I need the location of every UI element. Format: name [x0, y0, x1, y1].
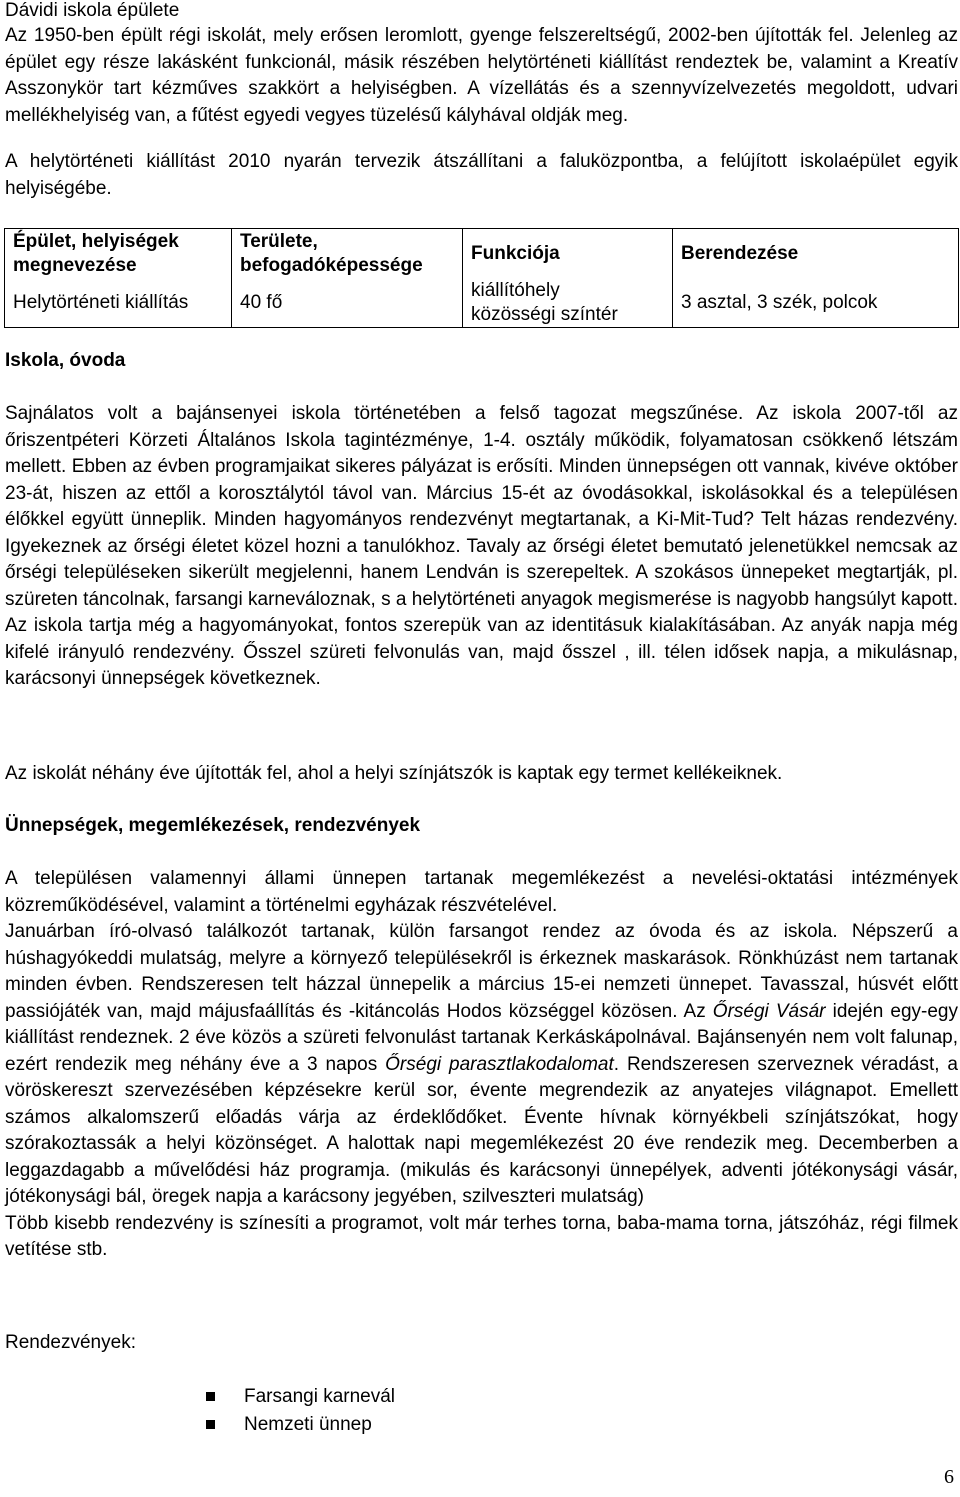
- cell-function-line-1: kiállítóhely: [471, 280, 560, 301]
- events-paragraph-1: A településen valamennyi állami ünnepen tartanak megemlékezést a nevelési-oktatási intézmények közreműködésével, valamint a történelmi egyházak részvételével.: [5, 868, 958, 916]
- cell-equipment: 3 asztal, 3 szék, polcok: [673, 279, 959, 328]
- list-item-label: Farsangi karnevál: [244, 1386, 396, 1407]
- header-name: Épület, helyiségek megnevezése: [5, 229, 232, 280]
- section-heading-events: Ünnepségek, megemlékezések, rendezvények: [5, 815, 421, 836]
- cell-function: [463, 279, 673, 328]
- list-item: [206, 1411, 395, 1439]
- school-paragraph-1: Sajnálatos volt a bajánsenyei iskola történetében a felső tagozat megszűnése. Az iskola 2007-től az őriszentpéteri Körzeti Általános Iskola tagintézménye, 1-4. osztály működik, folyamatosan csökkenő létszám mellett. Ebben az évben programjaikat sikeres pályázat is erősíti. Minden ünnepségen ott vannak, kivéve október 23-át, hiszen az ettől a korosztálytól távol van. Március 15-ét az óvodásokkal, iskolásokkal és a településen élőkkel együtt ünneplik. Minden hagyományos rendezvényt megtartanak, a Ki-Mit-Tud? Telt házas rendezvény. Igyekeznek az őrségi életet közel hozni a tanulókhoz. Tavaly az őrségi életet bemutató jelenetükkel nemcsak az őrségi településeken sikerült megjelenni, hanem Lendván is szerepeltek. A szokásos ünnepeket megtartják, pl. szüreten táncolnak, farsangi karneváloznak, s a helytörténeti anyagok megismerése is nagyobb hangsúlyt kapott. Az iskola tartja még a hagyományokat, fontos szerepük van az identitásuk kialakításában. Az anyák napja még kifelé irányuló rendezvény. Ősszel szüreti felvonulás van, majd ősszel , ill. télen idősek napja, a mikulásnap, karácsonyi ünnepségek következnek.: [5, 403, 958, 689]
- cell-function-line-2: közösségi színtér: [471, 304, 618, 325]
- header-function: Funkciója: [463, 229, 673, 280]
- cell-name: Helytörténeti kiállítás: [5, 279, 232, 328]
- square-bullet-icon: [206, 1392, 215, 1401]
- list-item: [206, 1383, 395, 1411]
- square-bullet-icon: [206, 1420, 215, 1429]
- school-paragraph-2: Az iskolát néhány éve újították fel, ahol a helyi színjátszók is kaptak egy termet kellékeiknek.: [5, 763, 783, 784]
- header-capacity: Területe, befogadóképessége: [232, 229, 463, 280]
- facility-table-header: [5, 229, 959, 280]
- events-body: [5, 866, 958, 1264]
- events-paragraph-2: [5, 919, 958, 1211]
- header-equipment: Berendezése: [673, 229, 959, 280]
- list-item-label: Nemzeti ünnep: [244, 1414, 372, 1435]
- section-title-school-building: Dávidi iskola épülete: [5, 0, 180, 21]
- events-paragraph-2-part-a: Januárban író-olvasó találkozót tartanak, külön farsangot rendez az óvoda és az iskola. Népszerű a húshagyókeddi mulatság, melyre a környező településekről is érkeznek maskarások. Rönkhúzást nem tartanak minden évben. Rendszeresen telt házzal ünnepelik a március 15-ei nemzeti ünnepet. Tavasszal, húsvét előtt passiójáték van, majd májusfaállítás és -kitáncolás Hodos községgel közösen. Az: [5, 921, 958, 1022]
- events-list-label: Rendezvények:: [5, 1332, 136, 1353]
- page-number: 6: [944, 1466, 954, 1488]
- events-paragraph-2-part-b: idején egy-egy kiállítást rendeznek. 2 éve közös a szüreti felvonulást tartanak Kerkáskápolnával. Bajánsenyén nem volt falunap, ezért rendezik meg néhány éve a 3 napos: [5, 1000, 958, 1075]
- facility-table: [4, 228, 959, 328]
- events-paragraph-3: Több kisebb rendezvény is színesíti a programot, volt már terhes torna, baba-mama torna, játszóház, régi filmek vetítése stb.: [5, 1212, 958, 1260]
- section-heading-school: Iskola, óvoda: [5, 350, 126, 371]
- events-paragraph-2-part-c: . Rendszeresen szerveznek véradást, a vöröskereszt szervezésében képzésekre kerül sor, évente megrendezik az anyatejes világnapot. Emellett számos alkalomszerű előadás várja az érdeklődőket. Évente hívnak környékbeli színjátszókat, hogy szórakoztassák a helyi közönséget. A halottak napi megemlékezést 20 éve rendezik meg. Decemberben a leggazdagabb a művelődési ház programja. (mikulás és karácsonyi ünnepélyek, adventi jótékonysági vásár, jótékonysági bál, öregek napja a karácsony jegyében, szilveszteri mulatság): [5, 1053, 958, 1207]
- table-row: [5, 279, 959, 328]
- school-building-paragraph-2: A helytörténeti kiállítást 2010 nyarán tervezik átszállítani a faluközpontba, a felújított iskolaépület egyik helyiségébe.: [5, 151, 958, 199]
- cell-capacity: 40 fő: [232, 279, 463, 328]
- event-name-parasztlakodalom: Őrségi parasztlakodalomat: [385, 1053, 614, 1075]
- school-building-paragraph-1: Az 1950-ben épült régi iskolát, mely erősen leromlott, gyenge felszereltségű, 2002-ben újították fel. Jelenleg az épület egy része lakásként funkcionál, másik részében helytörténeti kiállítást rendeztek be, valamint a Kreatív Asszonykör tart kézműves szakkört a helyiségben. A vízellátás és a szennyvízelvezetés megoldott, udvari mellékhelyiség van, a fűtést egyedi vegyes tüzelésű kályhával oldják meg.: [5, 25, 958, 126]
- events-list: [206, 1383, 395, 1439]
- event-name-orsegi-vasar: Őrségi Vásár: [712, 1000, 826, 1022]
